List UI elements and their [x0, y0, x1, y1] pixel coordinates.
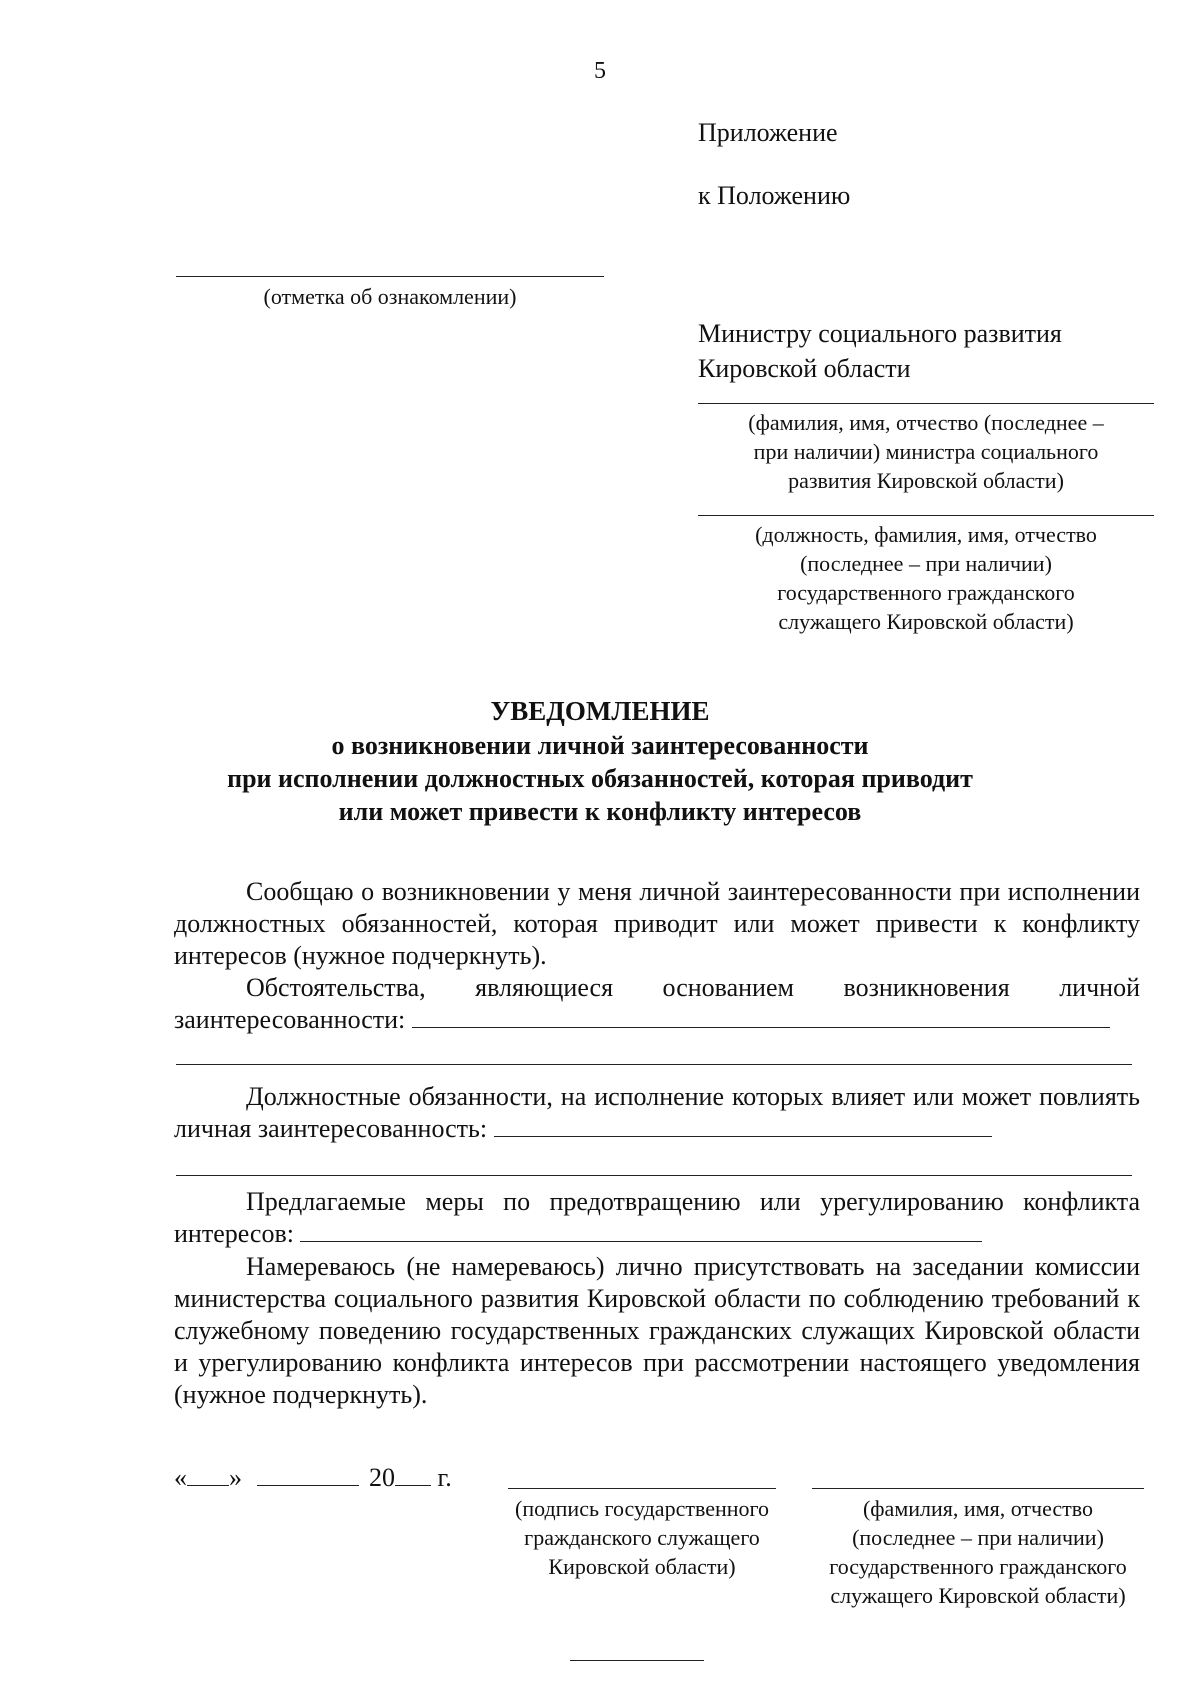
duties-label: Должностные обязанности, на исполнение которых влияет или может повлиять личная заинтересованность: [174, 1082, 1140, 1143]
paragraph-measures-text [174, 1186, 1140, 1250]
circumstances-field-line-2[interactable] [176, 1064, 1132, 1065]
signature-caption-line: (подпись государственного [515, 1496, 769, 1521]
minister-caption-line: при наличии) министра социального [753, 439, 1099, 464]
paragraph-measures [174, 1186, 1140, 1250]
measures-label: Предлагаемые меры по предотвращению или урегулированию конфликта интересов: [174, 1187, 1140, 1248]
minister-caption-line: развития Кировской области) [788, 468, 1064, 493]
signature-caption-line: Кировской области) [548, 1554, 736, 1579]
sender-caption-line: (последнее – при наличии) [800, 551, 1052, 576]
sender-name-line [698, 515, 1154, 516]
signature-caption-line: гражданского служащего [524, 1525, 760, 1550]
date-field [174, 1463, 452, 1493]
sender-caption [698, 520, 1154, 636]
minister-caption [698, 408, 1154, 495]
end-separator [570, 1660, 704, 1661]
familiarization-caption: (отметка об ознакомлении) [263, 284, 517, 309]
circumstances-field[interactable] [412, 1005, 1110, 1028]
name-caption-line: (фамилия, имя, отчество [862, 1496, 1094, 1521]
circumstances-label: Обстоятельства, являющиеся основанием возникновения личной заинтересованности: [174, 973, 1140, 1034]
day-field[interactable] [187, 1463, 229, 1486]
appendix-label: Приложение [698, 118, 838, 147]
notice-subtitle-line: о возникновении личной заинтересованности [331, 731, 869, 760]
minister-name-line [698, 403, 1154, 404]
sender-caption-line: служащего Кировской области) [778, 609, 1074, 634]
year-field[interactable] [395, 1463, 431, 1486]
month-field[interactable] [257, 1463, 359, 1486]
paragraph-report-text: Сообщаю о возникновении у меня личной заинтересованности при исполнении должностных обязанностей, которая приводит или может привести к конфликту интересов (нужное подчеркнуть). [174, 877, 1140, 970]
name-caption-line: государственного гражданского [829, 1554, 1127, 1579]
notice-subtitle-line: при исполнении должностных обязанностей, которая приводит [227, 764, 973, 793]
duties-field[interactable] [494, 1114, 992, 1137]
paragraph-circumstances-text [174, 972, 1140, 1036]
familiarization-line [176, 276, 604, 277]
signature-line[interactable] [508, 1488, 776, 1489]
notice-heading: УВЕДОМЛЕНИЕ [490, 696, 710, 726]
year-prefix: 20 [369, 1463, 395, 1492]
name-line[interactable] [812, 1488, 1144, 1489]
page-number: 5 [594, 58, 606, 84]
name-caption-line: (последнее – при наличии) [852, 1525, 1104, 1550]
notice-subtitle-line: или может привести к конфликту интересов [338, 797, 862, 826]
sender-caption-line: государственного гражданского [777, 580, 1075, 605]
notice-title [0, 695, 1200, 828]
duties-field-line-2[interactable] [176, 1175, 1132, 1176]
name-caption [802, 1494, 1154, 1610]
paragraph-circumstances [174, 972, 1140, 1036]
addressee-line-1: Министру социального развития [698, 319, 1062, 348]
signature-caption [482, 1494, 802, 1581]
name-caption-line: служащего Кировской области) [830, 1583, 1126, 1608]
minister-caption-line: (фамилия, имя, отчество (последнее – [748, 410, 1104, 435]
year-suffix: г. [437, 1463, 452, 1492]
sender-caption-line: (должность, фамилия, имя, отчество [755, 522, 1097, 547]
appendix-reference: к Положению [698, 181, 851, 210]
paragraph-intention [174, 1251, 1140, 1411]
measures-field[interactable] [300, 1219, 982, 1242]
paragraph-duties-text [174, 1081, 1140, 1145]
addressee-line-2: Кировской области [698, 354, 911, 383]
addressee-block [698, 316, 1062, 386]
date-close-quote: » [229, 1463, 242, 1492]
paragraph-duties [174, 1081, 1140, 1145]
paragraph-intention-text: Намереваюсь (не намереваюсь) лично присутствовать на заседании комиссии министерства социального развития Кировской области по соблюдению требований к служебному поведению государственных гражданских служащих Кировской области и урегулированию конфликта интересов при рассмотрении настоящего уведомления (нужное подчеркнуть). [174, 1252, 1140, 1409]
date-open-quote: « [174, 1463, 187, 1492]
paragraph-report [174, 876, 1140, 972]
